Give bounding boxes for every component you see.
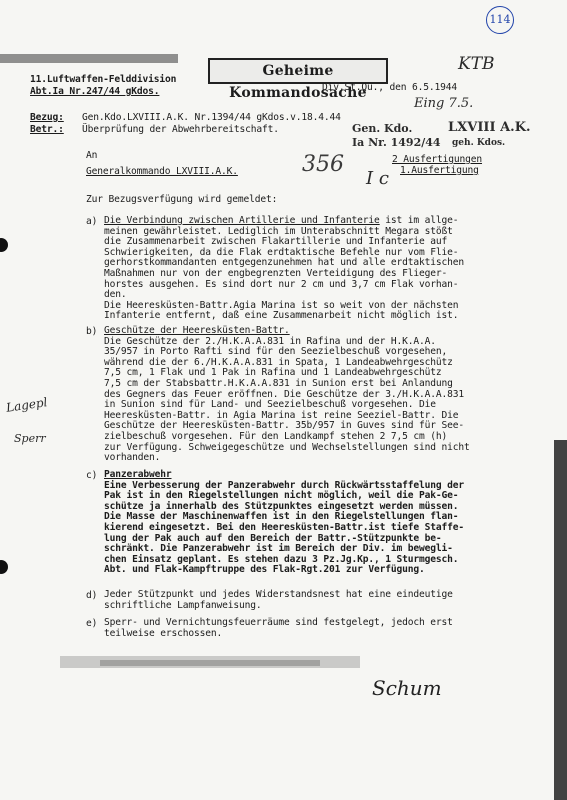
section-b-line: zielbeschuß vorgesehen. Für den Landkampf stehen 2 7,5 cm (h) (104, 430, 448, 442)
secret-stamp: Geheime Kommandosache (208, 58, 388, 84)
section-a-line: horstes ausgehen. Es sind dort nur 2 cm und 3,7 cm Flak vorhan- (104, 278, 459, 290)
section-a-marker: a) (86, 216, 98, 227)
signature: Schum (372, 676, 442, 700)
ic-handwritten: I c (366, 168, 389, 189)
archive-number-stamp (486, 6, 514, 34)
section-c-line: Die Masse der Maschinenwaffen ist in den Riegelstellungen flan- (104, 511, 459, 523)
section-c-line: kierend eingesetzt. Bei den Heeresküsten-Battr.ist tiefe Staffe- (104, 521, 465, 533)
received-date-handwritten: Eing 7.5. (414, 96, 474, 111)
section-c-line: schütze ja innerhalb des Stützpunktes eingesetzt werden müssen. (104, 500, 459, 512)
marginal-note-2: Sperr (14, 432, 46, 445)
section-c-title: Panzerabwehr (104, 469, 172, 480)
ktb-handwritten: KTB (458, 54, 495, 74)
department-reference: Abt.Ia Nr.247/44 gKdos. (30, 86, 160, 97)
section-a-line: gerhorstkommandanten entgegenzunehmen hat und alle erdtaktischen (104, 257, 465, 269)
ia-nr-stamp: Ia Nr. 1492/44 (352, 136, 441, 149)
section-b-line: des Gegners das Feuer eröffnen. Die Geschütze der 3./H.K.A.A.831 (104, 388, 465, 400)
section-c-line: schränkt. Die Panzerabwehr ist im Bereich der Div. im bewegli- (104, 543, 453, 555)
section-b-line: 35/957 in Porto Rafti sind für den Seezielbeschuß vorgesehen, (104, 346, 448, 358)
addressee-an: An (86, 150, 98, 161)
copy-number: 1.Ausfertigung (400, 165, 479, 176)
section-e-line: Sperr- und Vernichtungsfeuerräume sind festgelegt, jedoch erst (104, 617, 453, 628)
section-c-line: Eine Verbesserung der Panzerabwehr durch Rückwärtsstaffelung der (104, 479, 465, 491)
copies-count: 2 Ausfertigungen (392, 154, 483, 165)
gen-kdo-stamp: Gen. Kdo. (352, 122, 413, 135)
section-b-marker: b) (86, 326, 98, 337)
archive-number: 114 (489, 13, 511, 26)
punch-hole-top (0, 238, 8, 252)
section-d-body (104, 590, 453, 611)
section-a-title-rest: ist im allge- (379, 215, 459, 226)
section-a-line: den. (104, 289, 127, 301)
section-c-line: Abt. und Flak-Kampftruppe des Flak-Rgt.201 zur Verfügung. (104, 564, 425, 576)
section-d-line: Jeder Stützpunkt und jedes Widerstandsnest hat eine eindeutige (104, 589, 453, 600)
section-b-line: 7,5 cm der Stabsbattr.H.K.A.A.831 in Sunion erst bei Anlandung (104, 377, 453, 389)
section-b-line: während die der 6./H.K.A.A.831 in Spata, 1 Landeabwehrgeschütz (104, 356, 453, 368)
section-c-line: lung der Pak auch auf den Bereich der Battr.-Stützpunkte be- (104, 532, 442, 544)
section-b-line: in Sunion sind für Land- und Seezielbeschuß vorgesehen. Die (104, 399, 436, 411)
place-date: Div.St.Qu., den 6.5.1944 (322, 82, 458, 93)
scan-edge-right (542, 440, 567, 800)
section-b-title: Geschütze der Heeresküsten-Battr. (104, 325, 290, 336)
section-b-line: 7,5 cm, 1 Flak und 1 Pak in Rafina und 1 Landeabwehrgeschütz (104, 367, 442, 379)
division-name: 11.Luftwaffen-Felddivision (30, 74, 177, 85)
section-a-body (104, 216, 464, 322)
section-e-line: teilweise erschossen. (104, 627, 223, 639)
section-a-line: Infanterie entfernt, daß eine Zusammenarbeit nicht möglich ist. (104, 310, 459, 322)
section-c-body (104, 470, 464, 576)
betr-text: Überprüfung der Abwehrbereitschaft. (82, 124, 279, 135)
intro-text: Zur Bezugsverfügung wird gemeldet: (86, 194, 278, 205)
section-b-line: Die Geschütze der 2./H.K.A.A.831 in Rafina und der H.K.A.A. (104, 335, 436, 347)
section-a-line: die Zusammenarbeit zwischen Flakartillerie und Infanterie auf (104, 236, 448, 248)
section-a-line: Schwierigkeiten, da die Flak erdtaktische Befehle nur vom Flie- (104, 246, 459, 258)
scan-smudge-bottom (60, 652, 370, 676)
addressee-name: Generalkommando LXVIII.A.K. (86, 166, 238, 177)
betr-label: Betr.: (30, 124, 64, 135)
section-a-title: Die Verbindung zwischen Artillerie und Infanterie (104, 215, 380, 226)
section-b-body (104, 326, 470, 464)
section-b-line: Geschütze der Heeresküsten-Battr. 35b/957 in Guves sind für See- (104, 420, 465, 432)
punch-hole-bottom (0, 560, 8, 574)
scan-smudge-top (0, 52, 180, 66)
section-b-line: vorhanden. (104, 452, 161, 464)
section-d-marker: d) (86, 590, 98, 601)
section-a-line: Die Heeresküsten-Battr.Agia Marina ist so weit von der nächsten (104, 299, 459, 311)
lxviii-stamp: LXVIII A.K. (448, 120, 531, 135)
section-c-marker: c) (86, 470, 98, 481)
section-d-line: schriftliche Lampfanweisung. (104, 599, 262, 611)
section-a-line: meinen gewährleistet. Lediglich im Unterabschnitt Megara stößt (104, 225, 453, 237)
bezug-text: Gen.Kdo.LXVIII.A.K. Nr.1394/44 gKdos.v.18.4.44 (82, 112, 341, 123)
section-a-line: Maßnahmen nur von der engbegrenzten Verteidigung des Flieger- (104, 267, 448, 279)
section-c-line: Pak ist in den Riegelstellungen nicht möglich, weil die Pak-Ge- (104, 490, 459, 502)
registry-number-356: 356 (302, 152, 344, 177)
geh-kdos-stamp: geh. Kdos. (452, 138, 506, 148)
marginal-note-1: Lagepl (5, 395, 49, 415)
section-e-body (104, 618, 453, 639)
section-e-marker: e) (86, 618, 98, 629)
section-b-line: Heeresküsten-Battr. in Agia Marina ist reine Seeziel-Battr. Die (104, 409, 459, 421)
bezug-label: Bezug: (30, 112, 64, 123)
section-b-line: zur Verfügung. Schweigegeschütze und Wechselstellungen sind nicht (104, 441, 470, 453)
section-c-line: chen Einsatz geplant. Es stehen dazu 3 Pz.Jg.Kp., 1 Sturmgesch. (104, 553, 459, 565)
